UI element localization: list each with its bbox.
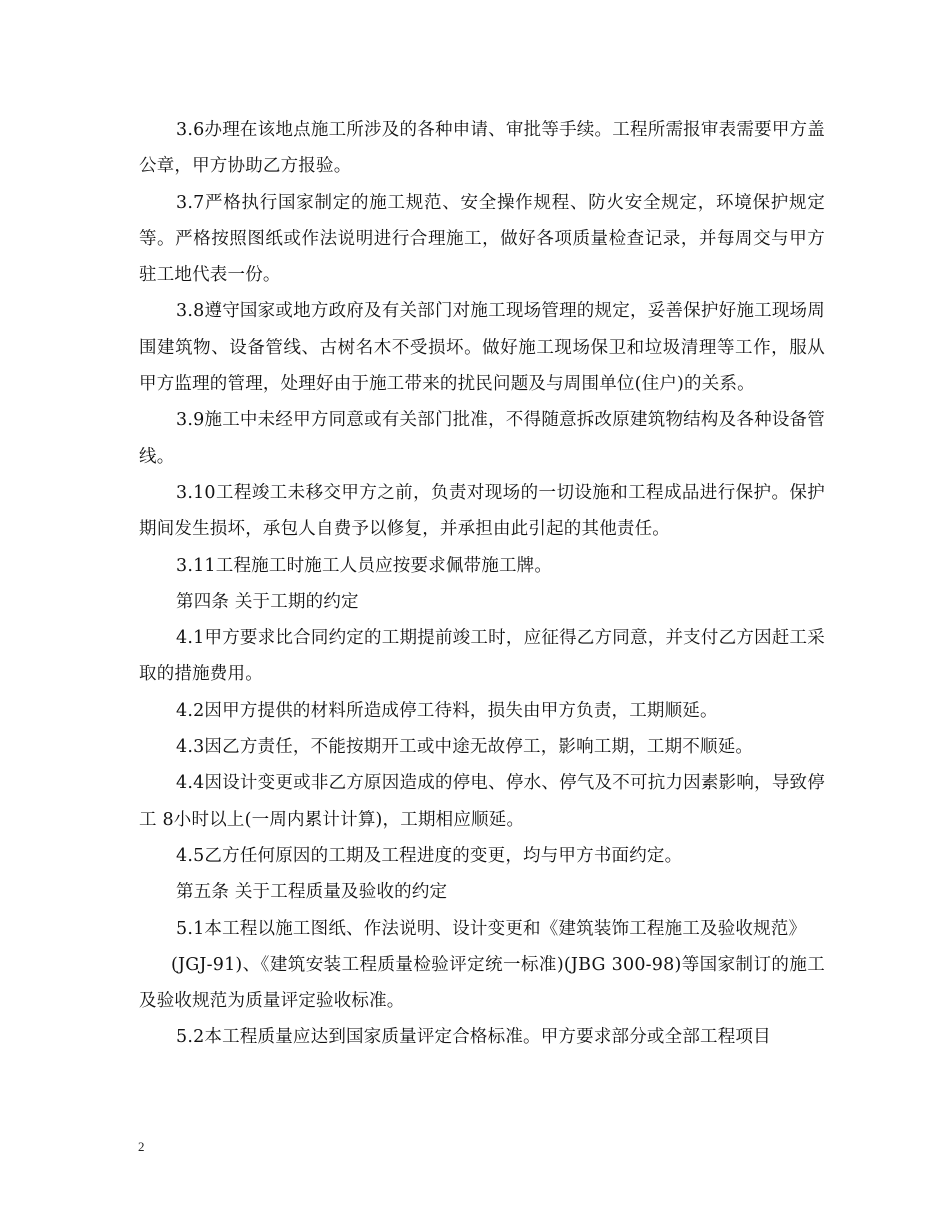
paragraph-5-2: 5.2本工程质量应达到国家质量评定合格标准。甲方要求部分或全部工程项目	[176, 1027, 771, 1048]
section-heading-article-5: 第五条 关于工程质量及验收的约定	[176, 882, 448, 903]
paragraph-3-6: 3.6办理在该地点施工所涉及的各种申请、审批等手续。工程所需报审表需要甲方盖公章，甲方协助乙方报验。	[139, 120, 825, 177]
page-number: 2	[138, 1139, 145, 1154]
paragraph-5-1-continued: (JGJ-91)、《建筑安装工程质量检验评定统一标准)(JBG 300-98)等国家制订的施工及验收规范为质量评定验收标准。	[139, 954, 825, 1012]
section-heading-article-4: 第四条 关于工期的约定	[176, 591, 359, 612]
paragraph-4-1: 4.1甲方要求比合同约定的工期提前竣工时，应征得乙方同意，并支付乙方因赶工采取的措施费用。	[139, 628, 825, 685]
paragraph-3-11: 3.11工程施工时施工人员应按要求佩带施工牌。	[176, 555, 553, 576]
paragraph-3-9: 3.9施工中未经甲方同意或有关部门批准，不得随意拆改原建筑物结构及各种设备管线。	[139, 410, 825, 467]
paragraph-5-1: 5.1本工程以施工图纸、作法说明、设计变更和《建筑装饰工程施工及验收规范》	[176, 918, 807, 939]
paragraph-4-3: 4.3因乙方责任，不能按期开工或中途无故停工，影响工期，工期不顺延。	[176, 737, 754, 758]
document-body	[139, 112, 825, 1056]
paragraph-4-5: 4.5乙方任何原因的工期及工程进度的变更，均与甲方书面约定。	[176, 845, 683, 866]
paragraph-4-2: 4.2因甲方提供的材料所造成停工待料，损失由甲方负责，工期顺延。	[176, 700, 718, 721]
paragraph-3-10: 3.10工程竣工未移交甲方之前，负责对现场的一切设施和工程成品进行保护。保护期间发生损坏，承包人自费予以修复，并承担由此引起的其他责任。	[139, 482, 825, 540]
paragraph-4-4: 4.4因设计变更或非乙方原因造成的停电、停水、停气及不可抗力因素影响，导致停工 8小时以上(一周内累计计算)，工期相应顺延。	[139, 773, 825, 830]
paragraph-3-8: 3.8遵守国家或地方政府及有关部门对施工现场管理的规定，妥善保护好施工现场周围建筑物、设备管线、古树名木不受损坏。做好施工现场保卫和垃圾清理等工作，服从甲方监理的管理，处理好由于施工带来的扰民问题及与周围单位(住户)的关系。	[139, 301, 825, 395]
paragraph-3-7: 3.7严格执行国家制定的施工规范、安全操作规程、防火安全规定，环境保护规定等。严格按照图纸或作法说明进行合理施工，做好各项质量检查记录，并每周交与甲方驻工地代表一份。	[139, 192, 825, 286]
